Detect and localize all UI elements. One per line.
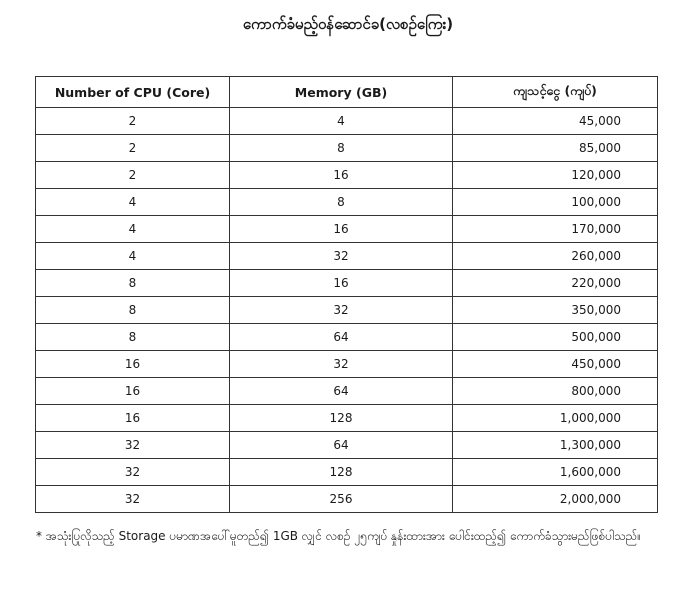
- table-row: [36, 135, 658, 162]
- cpu-cell: 4: [36, 189, 230, 216]
- cpu-cell: 8: [36, 324, 230, 351]
- memory-cell: 8: [230, 189, 453, 216]
- price-cell: 800,000: [453, 378, 658, 405]
- price-cell: 85,000: [453, 135, 658, 162]
- cpu-cell: 2: [36, 135, 230, 162]
- table-row: [36, 459, 658, 486]
- price-cell: 170,000: [453, 216, 658, 243]
- price-cell: 1,600,000: [453, 459, 658, 486]
- price-cell: 2,000,000: [453, 486, 658, 513]
- memory-cell: 32: [230, 351, 453, 378]
- table-row: [36, 405, 658, 432]
- cpu-cell: 16: [36, 378, 230, 405]
- page-title: ကောက်ခံမည့်ဝန်ဆောင်ခ(လစဉ်ကြေး): [242, 15, 454, 33]
- memory-cell: 64: [230, 324, 453, 351]
- price-cell: 450,000: [453, 351, 658, 378]
- table-row: [36, 378, 658, 405]
- price-cell: 120,000: [453, 162, 658, 189]
- pricing-table: [35, 76, 658, 513]
- header-memory: Memory (GB): [230, 77, 453, 108]
- table-row: [36, 243, 658, 270]
- footnote: * အသုံးပြုလိုသည့် Storage ပမာဏအပေါ်မူတည်၍ 1GB လျှင် လစဉ် ၂၅ကျပ် နှုန်းထားအား ပေါင်းထည့်၍ ကောက်ခံသွားမည်ဖြစ်ပါသည်။: [36, 529, 642, 543]
- price-cell: 220,000: [453, 270, 658, 297]
- table-row: [36, 189, 658, 216]
- cpu-cell: 16: [36, 405, 230, 432]
- table-row: [36, 270, 658, 297]
- cpu-cell: 2: [36, 162, 230, 189]
- memory-cell: 32: [230, 297, 453, 324]
- memory-cell: 64: [230, 432, 453, 459]
- memory-cell: 128: [230, 405, 453, 432]
- memory-cell: 16: [230, 216, 453, 243]
- price-cell: 1,300,000: [453, 432, 658, 459]
- price-cell: 45,000: [453, 108, 658, 135]
- memory-cell: 32: [230, 243, 453, 270]
- memory-cell: 64: [230, 378, 453, 405]
- table-row: [36, 216, 658, 243]
- price-cell: 350,000: [453, 297, 658, 324]
- memory-cell: 256: [230, 486, 453, 513]
- table-row: [36, 432, 658, 459]
- table-header-row: [36, 77, 658, 108]
- cpu-cell: 4: [36, 243, 230, 270]
- memory-cell: 8: [230, 135, 453, 162]
- memory-cell: 128: [230, 459, 453, 486]
- cpu-cell: 32: [36, 432, 230, 459]
- memory-cell: 4: [230, 108, 453, 135]
- memory-cell: 16: [230, 270, 453, 297]
- table-row: [36, 108, 658, 135]
- table-row: [36, 297, 658, 324]
- table-row: [36, 351, 658, 378]
- cpu-cell: 32: [36, 459, 230, 486]
- price-cell: 100,000: [453, 189, 658, 216]
- price-cell: 1,000,000: [453, 405, 658, 432]
- cpu-cell: 8: [36, 270, 230, 297]
- cpu-cell: 2: [36, 108, 230, 135]
- price-cell: 260,000: [453, 243, 658, 270]
- memory-cell: 16: [230, 162, 453, 189]
- cpu-cell: 4: [36, 216, 230, 243]
- header-price: ကျသင့်ငွေ (ကျပ်): [453, 77, 658, 108]
- price-cell: 500,000: [453, 324, 658, 351]
- table-row: [36, 486, 658, 513]
- table-row: [36, 162, 658, 189]
- cpu-cell: 16: [36, 351, 230, 378]
- cpu-cell: 32: [36, 486, 230, 513]
- cpu-cell: 8: [36, 297, 230, 324]
- header-cpu: Number of CPU (Core): [36, 77, 230, 108]
- table-body: [36, 108, 658, 513]
- table-row: [36, 324, 658, 351]
